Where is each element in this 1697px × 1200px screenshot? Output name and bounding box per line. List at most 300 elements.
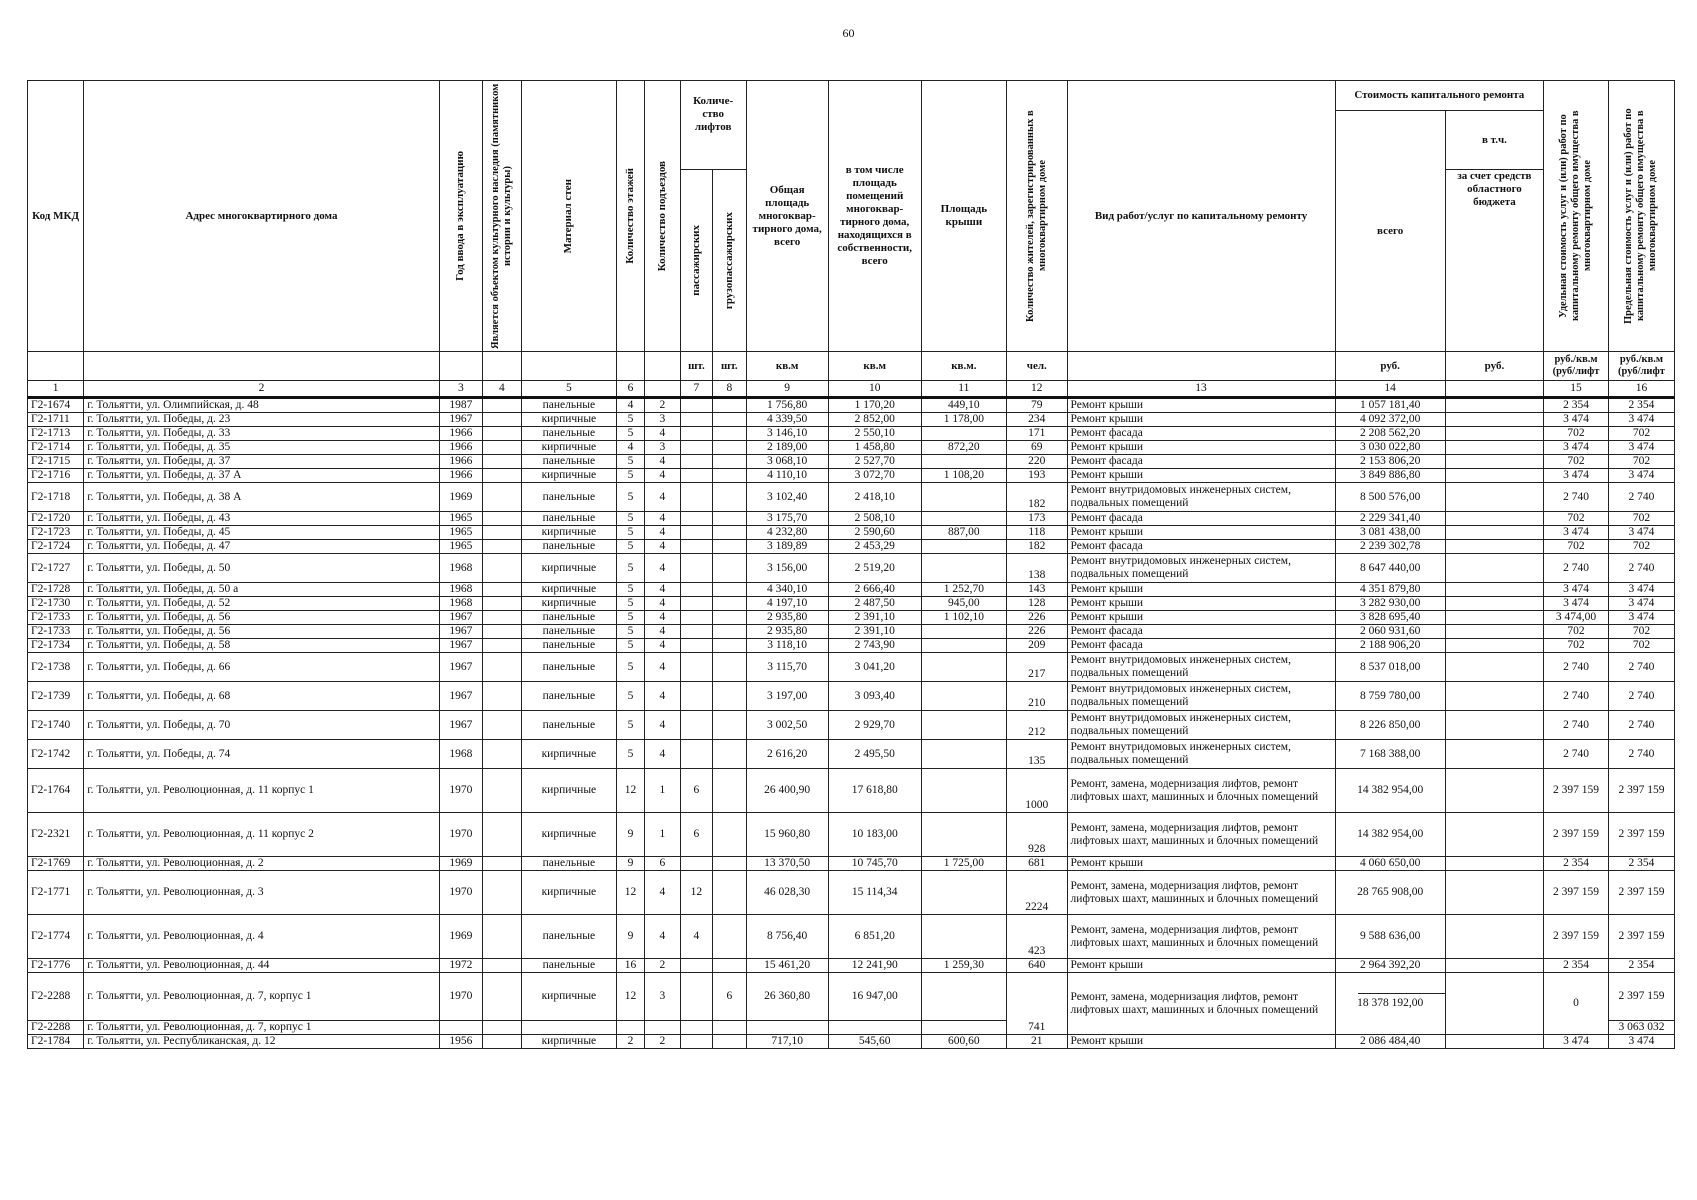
row-residents: 928	[1007, 813, 1068, 857]
row-code: Г2-1674	[28, 398, 84, 413]
row-heritage	[482, 398, 521, 413]
row-owned-area: 16 947,00	[828, 973, 921, 1021]
unit-unit-cost: руб./кв.м (руб/лифт	[1544, 352, 1609, 381]
row-total-area: 46 028,30	[746, 871, 828, 915]
row-lifts-passenger	[680, 597, 712, 611]
row-floors: 5	[616, 455, 644, 469]
row-year: 1968	[439, 597, 482, 611]
row-unit-cost: 2 740	[1544, 653, 1609, 682]
table-row	[28, 653, 1675, 682]
row-cost-regional	[1445, 1035, 1543, 1049]
row-address: г. Тольятти, ул. Победы, д. 33	[84, 427, 440, 441]
col-address-header: Адрес многоквартирного дома	[84, 81, 440, 352]
row-total-area: 4 232,80	[746, 526, 828, 540]
row-unit-cost: 2 397 159	[1544, 871, 1609, 915]
row-floors: 5	[616, 711, 644, 740]
row-limit-cost: 702	[1608, 427, 1674, 441]
row-year: 1965	[439, 512, 482, 526]
row-owned-area: 6 851,20	[828, 915, 921, 959]
row-total-area: 3 197,00	[746, 682, 828, 711]
row-total-area: 2 189,00	[746, 441, 828, 455]
row-cost-regional	[1445, 540, 1543, 554]
row-limit-cost: 2 354	[1608, 857, 1674, 871]
row-total-area: 15 461,20	[746, 959, 828, 973]
row-entrances: 4	[645, 526, 681, 540]
row-address: г. Тольятти, ул. Победы, д. 37	[84, 455, 440, 469]
row-lifts-cargo	[713, 512, 747, 526]
row-limit-cost: 2 740	[1608, 682, 1674, 711]
table-row	[28, 554, 1675, 583]
row-roof-area: 449,10	[921, 398, 1006, 413]
column-number: 10	[828, 381, 921, 398]
row-code: Г2-1733	[28, 611, 84, 625]
row-cost-regional	[1445, 915, 1543, 959]
row-lifts-cargo	[713, 871, 747, 915]
col-work-type-header: Вид работ/услуг по капитальному ремонту	[1067, 81, 1335, 352]
row-work: Ремонт внутридомовых инженерных систем, подвальных помещений	[1067, 554, 1335, 583]
row-cost-total: 4 060 650,00	[1335, 857, 1445, 871]
row-total-area: 4 339,50	[746, 413, 828, 427]
row-owned-area: 2 929,70	[828, 711, 921, 740]
column-number: 4	[482, 381, 521, 398]
row-heritage	[482, 682, 521, 711]
table-row	[28, 682, 1675, 711]
row-work: Ремонт, замена, модернизация лифтов, ремонт лифтовых шахт, машинных и блочных помещений	[1067, 813, 1335, 857]
row-code: Г2-1776	[28, 959, 84, 973]
row-work: Ремонт фасада	[1067, 639, 1335, 653]
column-number: 14	[1335, 381, 1445, 398]
row-lifts-cargo	[713, 483, 747, 512]
row-wall: кирпичные	[521, 554, 616, 583]
column-number-row	[28, 381, 1675, 398]
row-year: 1965	[439, 540, 482, 554]
row-lifts-passenger: 6	[680, 813, 712, 857]
table-row	[28, 639, 1675, 653]
table-row	[28, 1035, 1675, 1049]
row-code: Г2-2288	[28, 1021, 84, 1035]
row-unit-cost: 3 474	[1544, 597, 1609, 611]
row-address: г. Тольятти, ул. Революционная, д. 4	[84, 915, 440, 959]
row-unit-cost: 2 354	[1544, 857, 1609, 871]
row-roof-area: 887,00	[921, 526, 1006, 540]
row-unit-cost: 702	[1544, 427, 1609, 441]
row-entrances: 3	[645, 973, 681, 1021]
row-lifts-cargo	[713, 526, 747, 540]
table-row	[28, 769, 1675, 813]
column-number: 7	[680, 381, 712, 398]
row-owned-area: 2 666,40	[828, 583, 921, 597]
col-roof-area-header: Площадь крыши	[921, 81, 1006, 352]
row-roof-area	[921, 915, 1006, 959]
row-lifts-cargo	[713, 398, 747, 413]
row-residents: 226	[1007, 611, 1068, 625]
row-roof-area	[921, 813, 1006, 857]
row-heritage	[482, 413, 521, 427]
table-row	[28, 871, 1675, 915]
row-residents: 234	[1007, 413, 1068, 427]
row-residents: 226	[1007, 625, 1068, 639]
row-lifts-cargo	[713, 813, 747, 857]
column-number	[645, 381, 681, 398]
row-code: Г2-1720	[28, 512, 84, 526]
row-code: Г2-1728	[28, 583, 84, 597]
row-lifts-passenger	[680, 740, 712, 769]
row-entrances: 4	[645, 915, 681, 959]
row-roof-area	[921, 554, 1006, 583]
row-lifts-cargo	[713, 441, 747, 455]
row-cost-regional	[1445, 455, 1543, 469]
row-lifts-passenger	[680, 1035, 712, 1049]
row-roof-area	[921, 682, 1006, 711]
row-unit-cost: 3 474	[1544, 1035, 1609, 1049]
row-limit-cost: 3 474	[1608, 413, 1674, 427]
row-residents: 2224	[1007, 871, 1068, 915]
row-work: Ремонт фасада	[1067, 455, 1335, 469]
row-work: Ремонт внутридомовых инженерных систем, подвальных помещений	[1067, 653, 1335, 682]
row-limit-cost: 2 397 159	[1608, 973, 1674, 1021]
col-residents-header: Количество жителей, зарегистрированных в многоквартирном доме	[1007, 81, 1068, 352]
row-entrances: 2	[645, 398, 681, 413]
row-year: 1970	[439, 769, 482, 813]
row-wall: панельные	[521, 682, 616, 711]
row-entrances: 4	[645, 483, 681, 512]
row-limit-cost: 2 740	[1608, 483, 1674, 512]
row-entrances: 4	[645, 871, 681, 915]
row-work: Ремонт фасада	[1067, 427, 1335, 441]
row-lifts-passenger	[680, 583, 712, 597]
row-cost-total: 3 849 886,80	[1335, 469, 1445, 483]
row-roof-area	[921, 711, 1006, 740]
table-row	[28, 973, 1675, 1021]
row-work: Ремонт крыши	[1067, 611, 1335, 625]
row-heritage	[482, 526, 521, 540]
row-lifts-cargo	[713, 625, 747, 639]
row-roof-area: 945,00	[921, 597, 1006, 611]
row-roof-area	[921, 540, 1006, 554]
row-cost-regional	[1445, 625, 1543, 639]
row-year: 1987	[439, 398, 482, 413]
row-floors: 5	[616, 483, 644, 512]
table-row	[28, 483, 1675, 512]
column-number: 11	[921, 381, 1006, 398]
unit-roof-area: кв.м.	[921, 352, 1006, 381]
row-wall: кирпичные	[521, 441, 616, 455]
row-unit-cost: 3 474	[1544, 413, 1609, 427]
row-unit-cost: 0	[1544, 973, 1609, 1035]
row-total-area: 26 400,90	[746, 769, 828, 813]
row-cost-total: 8 759 780,00	[1335, 682, 1445, 711]
row-floors: 5	[616, 554, 644, 583]
col-cost-incl-header: в т.ч.	[1445, 111, 1543, 170]
row-code: Г2-1742	[28, 740, 84, 769]
row-owned-area: 15 114,34	[828, 871, 921, 915]
row-entrances: 4	[645, 740, 681, 769]
col-cost-group-header: Стоимость капитального ремонта	[1335, 81, 1544, 111]
row-floors: 5	[616, 740, 644, 769]
unit-cost-regional: руб.	[1445, 352, 1543, 381]
row-lifts-cargo	[713, 611, 747, 625]
row-roof-area	[921, 483, 1006, 512]
col-entrances-header: Количество подъездов	[645, 81, 681, 352]
row-heritage	[482, 871, 521, 915]
row-lifts-cargo	[713, 469, 747, 483]
row-cost-total: 8 647 440,00	[1335, 554, 1445, 583]
table-row	[28, 857, 1675, 871]
row-lifts-passenger	[680, 611, 712, 625]
row-floors: 4	[616, 441, 644, 455]
row-work: Ремонт внутридомовых инженерных систем, подвальных помещений	[1067, 740, 1335, 769]
row-residents: 69	[1007, 441, 1068, 455]
row-owned-area: 2 590,60	[828, 526, 921, 540]
row-code: Г2-2321	[28, 813, 84, 857]
row-roof-area	[921, 625, 1006, 639]
row-cost-regional	[1445, 526, 1543, 540]
row-floors: 16	[616, 959, 644, 973]
row-total-area: 3 002,50	[746, 711, 828, 740]
register-table	[27, 80, 1675, 1049]
row-floors: 5	[616, 597, 644, 611]
row-wall: кирпичные	[521, 871, 616, 915]
row-work: Ремонт крыши	[1067, 597, 1335, 611]
row-cost-regional	[1445, 813, 1543, 857]
row-cost-total: 8 537 018,00	[1335, 653, 1445, 682]
row-total-area: 4 340,10	[746, 583, 828, 597]
row-address: г. Тольятти, ул. Победы, д. 56	[84, 611, 440, 625]
row-work: Ремонт крыши	[1067, 526, 1335, 540]
row-entrances: 4	[645, 682, 681, 711]
row-roof-area	[921, 653, 1006, 682]
row-lifts-passenger	[680, 469, 712, 483]
row-lifts-cargo	[713, 455, 747, 469]
row-heritage	[482, 769, 521, 813]
row-year: 1968	[439, 554, 482, 583]
row-floors: 2	[616, 1035, 644, 1049]
row-cost-total: 7 168 388,00	[1335, 740, 1445, 769]
row-lifts-passenger	[680, 398, 712, 413]
row-owned-area: 2 391,10	[828, 625, 921, 639]
row-lifts-passenger	[680, 427, 712, 441]
row-address: г. Тольятти, ул. Революционная, д. 11 корпус 2	[84, 813, 440, 857]
table-row	[28, 427, 1675, 441]
row-entrances: 4	[645, 597, 681, 611]
row-cost-regional	[1445, 769, 1543, 813]
row-heritage	[482, 959, 521, 973]
row-address: г. Тольятти, ул. Победы, д. 58	[84, 639, 440, 653]
row-entrances: 4	[645, 653, 681, 682]
row-cost-regional	[1445, 597, 1543, 611]
row-total-area: 3 175,70	[746, 512, 828, 526]
row-cost-regional	[1445, 857, 1543, 871]
column-number: 3	[439, 381, 482, 398]
row-owned-area: 2 391,10	[828, 611, 921, 625]
row-code: Г2-1716	[28, 469, 84, 483]
row-cost-total: 2 060 931,60	[1335, 625, 1445, 639]
row-year: 1967	[439, 413, 482, 427]
row-total-area: 3 189,89	[746, 540, 828, 554]
row-entrances: 4	[645, 455, 681, 469]
unit-cost-total: руб.	[1335, 352, 1445, 381]
row-cost-total: 4 092 372,00	[1335, 413, 1445, 427]
row-work: Ремонт, замена, модернизация лифтов, ремонт лифтовых шахт, машинных и блочных помещений	[1067, 915, 1335, 959]
row-residents: 118	[1007, 526, 1068, 540]
row-code: Г2-1739	[28, 682, 84, 711]
row-owned-area: 2 508,10	[828, 512, 921, 526]
column-number	[1445, 381, 1543, 398]
row-wall: панельные	[521, 625, 616, 639]
row-unit-cost: 2 740	[1544, 711, 1609, 740]
row-floors: 5	[616, 611, 644, 625]
row-cost-regional	[1445, 959, 1543, 973]
row-address: г. Тольятти, ул. Олимпийская, д. 48	[84, 398, 440, 413]
row-limit-cost: 3 474	[1608, 526, 1674, 540]
row-entrances: 4	[645, 512, 681, 526]
row-floors: 12	[616, 871, 644, 915]
row-lifts-cargo	[713, 597, 747, 611]
row-floors: 5	[616, 427, 644, 441]
row-cost-regional	[1445, 682, 1543, 711]
row-owned-area: 1 458,80	[828, 441, 921, 455]
unit-total-area: кв.м	[746, 352, 828, 381]
row-cost-regional	[1445, 427, 1543, 441]
col-floors-header: Количество этажей	[616, 81, 644, 352]
row-roof-area	[921, 871, 1006, 915]
row-floors: 5	[616, 653, 644, 682]
row-work: Ремонт крыши	[1067, 469, 1335, 483]
row-roof-area	[921, 769, 1006, 813]
row-lifts-passenger	[680, 682, 712, 711]
row-floors: 9	[616, 915, 644, 959]
row-floors: 9	[616, 857, 644, 871]
row-cost-total: 14 382 954,00	[1335, 813, 1445, 857]
row-work: Ремонт, замена, модернизация лифтов, ремонт лифтовых шахт, машинных и блочных помещений	[1067, 769, 1335, 813]
row-year: 1966	[439, 441, 482, 455]
row-address: г. Тольятти, ул. Победы, д. 56	[84, 625, 440, 639]
table-row	[28, 915, 1675, 959]
row-heritage	[482, 483, 521, 512]
row-work: Ремонт крыши	[1067, 583, 1335, 597]
row-roof-area: 1 108,20	[921, 469, 1006, 483]
row-cost-total: 4 351 879,80	[1335, 583, 1445, 597]
row-work: Ремонт, замена, модернизация лифтов, ремонт лифтовых шахт, машинных и блочных помещений	[1067, 973, 1335, 1035]
row-unit-cost: 702	[1544, 540, 1609, 554]
row-address: г. Тольятти, ул. Республиканская, д. 12	[84, 1035, 440, 1049]
row-wall: кирпичные	[521, 469, 616, 483]
column-number: 5	[521, 381, 616, 398]
row-wall: панельные	[521, 483, 616, 512]
row-lifts-cargo	[713, 1035, 747, 1049]
row-floors: 5	[616, 682, 644, 711]
row-limit-cost: 2 740	[1608, 711, 1674, 740]
row-residents: 182	[1007, 483, 1068, 512]
row-total-area: 8 756,40	[746, 915, 828, 959]
row-year: 1965	[439, 526, 482, 540]
table-row	[28, 413, 1675, 427]
table-row	[28, 398, 1675, 413]
row-lifts-cargo	[713, 413, 747, 427]
row-owned-area: 2 453,29	[828, 540, 921, 554]
row-roof-area	[921, 740, 1006, 769]
row-cost-regional	[1445, 611, 1543, 625]
row-owned-area: 2 852,00	[828, 413, 921, 427]
row-cost-regional	[1445, 740, 1543, 769]
row-total-area: 15 960,80	[746, 813, 828, 857]
row-wall: панельные	[521, 427, 616, 441]
row-residents: 138	[1007, 554, 1068, 583]
row-cost-total: 14 382 954,00	[1335, 769, 1445, 813]
row-work: Ремонт внутридомовых инженерных систем, подвальных помещений	[1067, 711, 1335, 740]
row-wall: панельные	[521, 540, 616, 554]
row-floors: 5	[616, 639, 644, 653]
column-number: 16	[1608, 381, 1674, 398]
row-cost-regional	[1445, 512, 1543, 526]
row-year: 1967	[439, 711, 482, 740]
row-address: г. Тольятти, ул. Победы, д. 70	[84, 711, 440, 740]
row-roof-area: 1 102,10	[921, 611, 1006, 625]
row-heritage	[482, 540, 521, 554]
row-limit-cost: 2 740	[1608, 653, 1674, 682]
row-floors: 5	[616, 625, 644, 639]
column-number: 15	[1544, 381, 1609, 398]
row-owned-area: 12 241,90	[828, 959, 921, 973]
row-entrances: 4	[645, 427, 681, 441]
table-row	[28, 526, 1675, 540]
row-code: Г2-1784	[28, 1035, 84, 1049]
row-lifts-passenger	[680, 413, 712, 427]
row-year: 1972	[439, 959, 482, 973]
row-address: г. Тольятти, ул. Революционная, д. 11 корпус 1	[84, 769, 440, 813]
row-entrances: 4	[645, 639, 681, 653]
row-wall: кирпичные	[521, 413, 616, 427]
row-cost-regional	[1445, 973, 1543, 1035]
row-limit-cost: 3 063 032	[1608, 1021, 1674, 1035]
row-heritage	[482, 512, 521, 526]
row-cost-total: 2 188 906,20	[1335, 639, 1445, 653]
row-work: Ремонт фасада	[1067, 540, 1335, 554]
row-residents: 21	[1007, 1035, 1068, 1049]
col-lifts-header: Количе-ство лифтов	[680, 81, 746, 170]
row-limit-cost: 702	[1608, 540, 1674, 554]
row-lifts-passenger: 12	[680, 871, 712, 915]
row-unit-cost: 3 474	[1544, 469, 1609, 483]
row-work: Ремонт внутридомовых инженерных систем, подвальных помещений	[1067, 682, 1335, 711]
row-unit-cost: 3 474	[1544, 441, 1609, 455]
row-year: 1966	[439, 427, 482, 441]
row-lifts-passenger	[680, 625, 712, 639]
row-code: Г2-1718	[28, 483, 84, 512]
row-lifts-cargo	[713, 583, 747, 597]
row-cost-total: 3 030 022,80	[1335, 441, 1445, 455]
row-lifts-passenger	[680, 526, 712, 540]
row-lifts-cargo	[713, 427, 747, 441]
row-address: г. Тольятти, ул. Победы, д. 45	[84, 526, 440, 540]
row-code: Г2-1740	[28, 711, 84, 740]
column-number: 13	[1067, 381, 1335, 398]
row-limit-cost: 3 474	[1608, 597, 1674, 611]
row-lifts-passenger	[680, 973, 712, 1021]
row-entrances: 4	[645, 469, 681, 483]
row-residents: 182	[1007, 540, 1068, 554]
row-cost-total: 2 086 484,40	[1335, 1035, 1445, 1049]
col-limit-cost-header: Предельная стоимость услуг и (или) работ по капитальному ремонту общего имущества в многоквартирном доме	[1608, 81, 1674, 352]
row-lifts-cargo	[713, 711, 747, 740]
row-cost-total: 8 226 850,00	[1335, 711, 1445, 740]
row-lifts-cargo	[713, 639, 747, 653]
row-limit-cost: 3 474	[1608, 1035, 1674, 1049]
unit-residents: чел.	[1007, 352, 1068, 381]
row-total-area: 2 616,20	[746, 740, 828, 769]
row-cost-regional	[1445, 711, 1543, 740]
row-heritage	[482, 441, 521, 455]
